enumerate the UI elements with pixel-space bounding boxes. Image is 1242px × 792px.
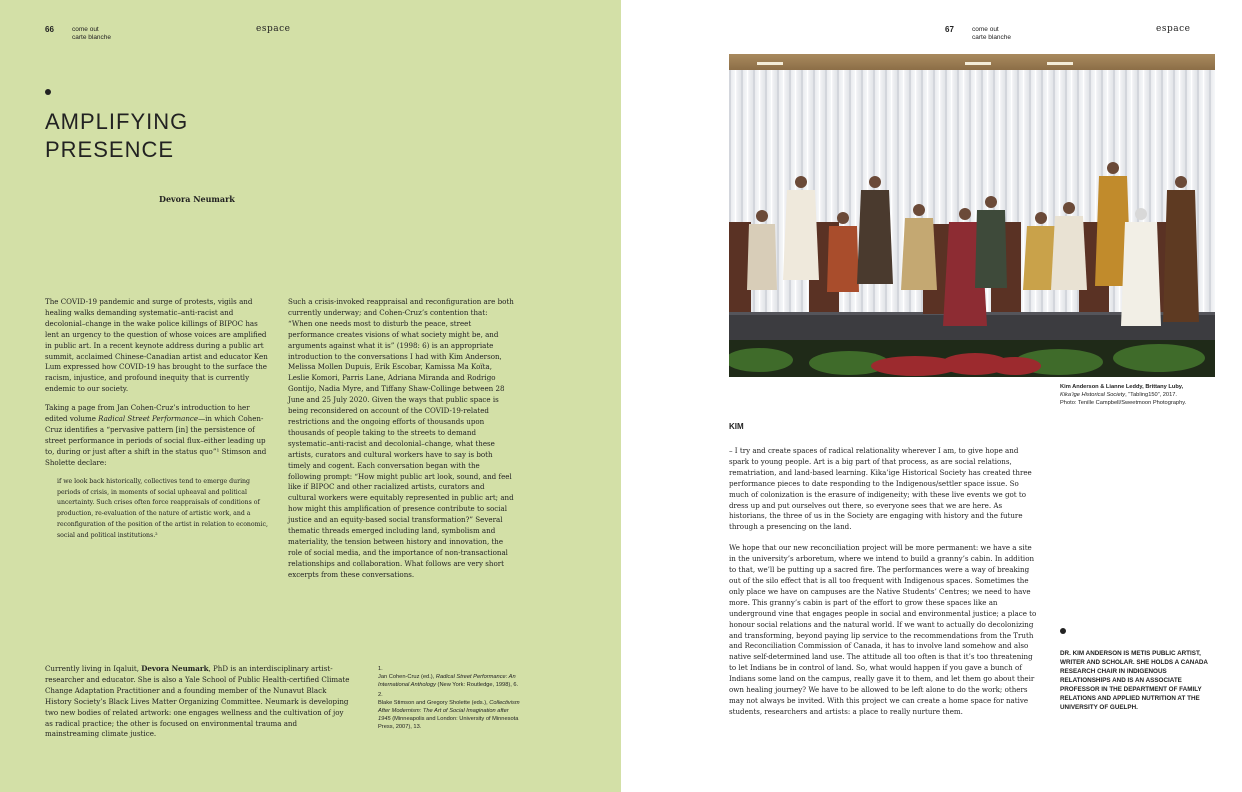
footnote-text — [378, 700, 520, 731]
running-header-line: come out — [72, 26, 99, 33]
book-title: Radical Street Performance: An International Anthology — [378, 673, 516, 688]
block-quote: if we look back historically, collectives tend to emerge during periods of crisis, in moments of social upheaval and political uncertainty. Such crises often force reappraisals of conditions of production, re-evaluation of the nature of artistic work, and a reconfiguration of the position of the artist in relation to economic, social and political institutions.² — [57, 477, 268, 540]
caption-line — [1060, 392, 1210, 400]
interview-body — [729, 446, 1037, 728]
magazine-logo: espace — [1156, 24, 1191, 34]
paragraph: The COVID-19 pandemic and surge of protests, vigils and healing walks demanding systematic–anti-racist and decolonial–change in the wake police killings of BIPOC has lent an urgency to the question of whose voices are amplified in public art. In a recent keynote address during a public art summit, acclaimed Chinese-Canadian artist and educator Ken Lum expressed how COVID-19 has brought to the surface the racism, injustice, and profound inequity that is currently endemic to our society. — [45, 297, 268, 394]
footnotes — [378, 666, 520, 734]
article-title — [45, 108, 188, 164]
section-heading: KIM — [729, 422, 744, 431]
artwork-title: Kika’ige Historical Society — [1060, 391, 1126, 398]
book-title: Collectivism After Modernism: The Art of Social Imagination after 1945 — [378, 700, 520, 722]
text-run: , PhD is an interdisciplinary artist-researcher and educator. She is also a Yale School of Public Health-certified Climate Change Adaptation Practitioner and a founding member of the Nunavut Black History Society’s Black Lives Matter Organizing Committee. Neumark is developing two new bodies of related artwork: one engages wellness and the cultivation of joy as radical practice; the other is focused on environmental trauma and mainstreaming climate justice. — [45, 664, 350, 739]
footnote-number: 1. — [378, 666, 383, 672]
running-header — [72, 26, 111, 42]
interviewee-bio: DR. KIM ANDERSON IS METIS PUBLIC ARTIST, WRITER AND SCHOLAR. SHE HOLDS A CANADA RESEARCH CHAIR IN INDIGENOUS RELATIONSHIPS AND IS AN ASSOCIATE PROFESSOR IN THE DEPARTMENT OF FAMILY RELATIONS AND APPLIED NUTRITION AT THE UNIVERSITY OF GUELPH. — [1060, 650, 1208, 711]
article-title-line: AMPLIFYING — [45, 109, 189, 134]
author-name: Devora Neumark — [141, 664, 209, 673]
magazine-logo: espace — [256, 24, 291, 34]
body-column-2 — [288, 297, 514, 589]
caption-line: Kim Anderson & Lianne Leddy, Brittany Luby, — [1060, 384, 1184, 390]
text-run: (Minneapolis and London: University of Minnesota Press, 2007), 13. — [378, 715, 519, 730]
text-run: —in which Cohen-Cruz identifies a “pervasive pattern [in] the persistence of street performance in periods of social flux–either leading up to, during or just after a shift in the status quo”¹ Stimson and Sholette declare: — [45, 414, 267, 467]
footnote-text — [378, 674, 520, 690]
author-bio — [45, 664, 353, 740]
article-title-line: PRESENCE — [45, 137, 175, 162]
running-header-line: carte blanche — [72, 34, 112, 41]
paragraph: – I try and create spaces of radical relationality wherever I am, to give hope and spark to young people. Art is a big part of that process, as are social relations, rematriation, and land-based learning. Kika’ige Historical Society has created three performance pieces to date responding to the Indigenous/settler space issue. So much of colonization is the erasure of indigeneity; with these live events we got to dress up and put ourselves out there, so everyone sees that we are here. As historians, the three of us in the Society are engaging with history and the future through a presencing on the land. — [729, 446, 1032, 532]
footnote — [378, 692, 520, 731]
page-number: 66 — [45, 25, 54, 34]
body-column-1 — [45, 297, 271, 550]
caption-line: Photo: Tenille Campbell/Sweetmoon Photography. — [1060, 399, 1187, 406]
text-run: Taking a page from Jan Cohen-Cruz’s introduction to her edited volume — [45, 403, 250, 424]
text-run: Currently living in Iqaluit, — [45, 664, 142, 673]
bullet-dot-icon — [45, 89, 51, 95]
article-author: Devora Neumark — [159, 194, 235, 204]
running-header-line: carte blanche — [972, 34, 1012, 41]
text-run: Blake Stimson and Gregory Sholette (eds.), — [378, 700, 490, 707]
book-title: Radical Street Performance — [98, 414, 199, 424]
footnote — [378, 666, 520, 689]
paragraph — [45, 403, 271, 468]
bullet-dot-icon — [1060, 628, 1066, 634]
text-run: , “Tabling150”, 2017. — [1125, 391, 1177, 398]
text-run: (New York: Routledge, 1998), 6. — [435, 681, 519, 688]
text-run: Jan Cohen-Cruz (ed.), — [378, 673, 436, 680]
footnote-number: 2. — [378, 692, 383, 699]
photo-caption — [1060, 384, 1210, 407]
running-header-line: come out — [972, 26, 999, 33]
photo-illustration — [729, 54, 1215, 377]
running-header — [972, 26, 1011, 42]
page-number: 67 — [945, 25, 954, 34]
paragraph: We hope that our new reconciliation project will be more permanent: we have a site in the university’s arboretum, where we intend to build a granny’s cabin. In addition to that, we’ll be putting up a sacred fire. The performances were a way of breaking out of the silo effect that is all too frequent with Indigenous spaces. Sometimes the only place we have on campuses are the Native Students’ Centres; we need to have more. This granny’s cabin is part of the effort to grow these spaces like an underground vine that engages people in social and environmental justice; a place to honour social relations and the natural world. If we want to actually do decolonizing and transforming, beyond paying lip service to the recommendations from the Truth and Reconciliation Commission of Canada, it has to involve land somehow and also native self-determined land use. The attitude all too often is that it’s too threatening to let Indians be in control of land. So, what would happen if you gave a bunch of Indians some land on the campus, really gave it to them, and let them go about their own healing journey? We have to be allowed to be left alone to do the work; others may not always be invited. With this project we can create a home space for native students, researchers and artists: a place to really nurture them. — [729, 543, 1037, 716]
paragraph: Such a crisis-invoked reappraisal and reconfiguration are both currently underway; and Cohen-Cruz’s contention that: “When one needs most to disturb the peace, street performance creates visions of what society might be, and arguments against what it is” (1998: 6) is an appropriate introduction to the conversations I had with Kim Anderson, Melissa Mollen Dupuis, Erik Escobar, Kamissa Ma Koïta, Leslie Komori, Parris Lane, Adriana Miranda and Rodrigo Gontijo, Nadia Myre, and Tiffany Shaw-Collinge between 28 June and 25 July 2020. Given the ways that public space is being reconsidered on account of the COVID-19-related restrictions and the ongoing efforts of thousands upon thousands of people taking to the streets to demand systematic–anti-racist and decolonial–change, what these artists, curators and cultural workers have to say is both timely and cogent. Each conversation began with the following prompt: “How might public art look, sound, and feel like if BIPOC and other racialized artists, curators and cultural workers were equitably represented in public art; and how might this amplification of presence contribute to social justice and an equity-based social transformation?” Several thematic threads emerged including land, symbolism and materiality, the tension between history and innovation, the role of social media, and the importance of non-transactional relationships and collaboration. What follows are very short excerpts from these conversations. — [288, 297, 514, 579]
performance-photo — [729, 54, 1215, 377]
